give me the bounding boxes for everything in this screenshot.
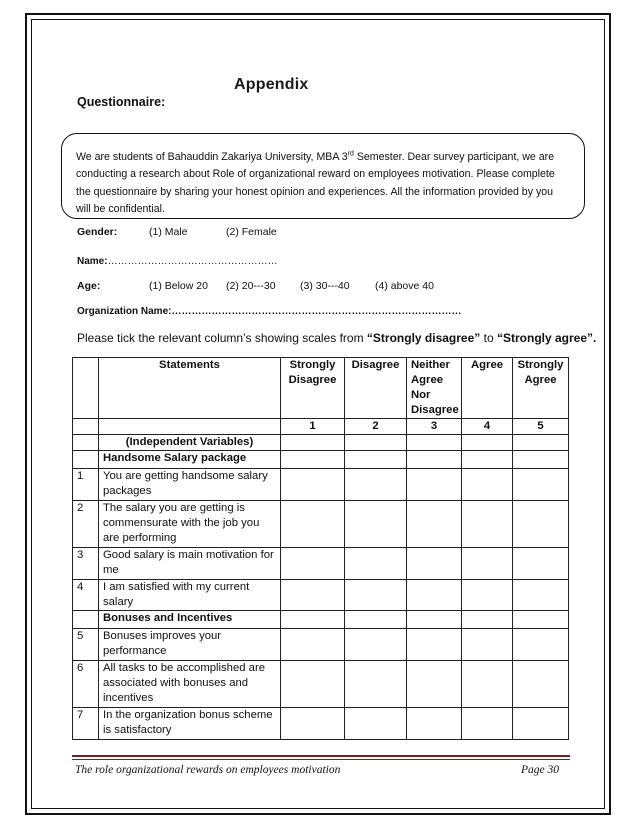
statement-text: The salary you are getting is commensurate with the job you are performing — [99, 501, 281, 548]
table-row — [73, 629, 569, 661]
response-cell-3[interactable] — [407, 548, 462, 580]
response-cell-2[interactable] — [345, 469, 407, 501]
header-c3-line2: Agree — [411, 374, 444, 386]
instruction-strongly-disagree: “Strongly disagree” — [366, 331, 481, 345]
scale-blank-2 — [99, 419, 281, 435]
response-cell-1[interactable] — [281, 548, 345, 580]
scale-3: 3 — [407, 419, 462, 435]
section-bonuses-incentives: Bonuses and Incentives — [99, 611, 281, 629]
scale-2: 2 — [345, 419, 407, 435]
response-cell-5[interactable] — [513, 661, 569, 708]
statement-number: 1 — [73, 469, 99, 501]
response-cell-2[interactable] — [345, 708, 407, 740]
organization-field[interactable] — [77, 306, 461, 317]
age-option-1[interactable]: (1) Below 20 — [149, 280, 208, 292]
response-cell-3[interactable] — [407, 708, 462, 740]
header-neither — [407, 358, 462, 419]
statement-number: 4 — [73, 580, 99, 611]
header-agree: Agree — [462, 358, 513, 419]
footer-rule-thin — [72, 759, 570, 760]
header-c1-line2: Disagree — [288, 374, 337, 386]
page-title: Appendix — [234, 76, 309, 93]
statement-text: In the organization bonus scheme is satisfactory — [99, 708, 281, 740]
response-cell-5[interactable] — [513, 548, 569, 580]
header-strongly-disagree — [281, 358, 345, 419]
statement-text: Bonuses improves your performance — [99, 629, 281, 661]
survey-table — [72, 357, 569, 740]
header-strongly-agree — [513, 358, 569, 419]
age-option-2[interactable]: (2) 20---30 — [226, 280, 276, 292]
response-cell-3[interactable] — [407, 661, 462, 708]
header-c5-line1: Strongly — [517, 359, 564, 371]
intro-text-part2: Semester. Dear survey participant, we are conducting a research about Role of organizational reward on employees motivation. Please complete the questionnaire by sharing your honest opinion and experiences. All the information provided by you will be confidential. — [76, 151, 555, 215]
table-row — [73, 548, 569, 580]
section-row-bonuses — [73, 611, 569, 629]
statement-number: 5 — [73, 629, 99, 661]
statement-text: I am satisfied with my current salary — [99, 580, 281, 611]
gender-label: Gender: — [77, 226, 118, 238]
rows-salary — [73, 469, 569, 611]
rows-bonuses — [73, 629, 569, 740]
response-cell-3[interactable] — [407, 580, 462, 611]
statement-number: 6 — [73, 661, 99, 708]
header-c5-line2: Agree — [524, 374, 557, 386]
response-cell-2[interactable] — [345, 580, 407, 611]
response-cell-4[interactable] — [462, 548, 513, 580]
response-cell-5[interactable] — [513, 708, 569, 740]
statement-number: 3 — [73, 548, 99, 580]
statement-text: You are getting handsome salary packages — [99, 469, 281, 501]
table-row — [73, 708, 569, 740]
questionnaire-heading: Questionnaire: — [77, 95, 166, 109]
response-cell-1[interactable] — [281, 661, 345, 708]
name-label: Name: — [77, 256, 108, 267]
response-cell-4[interactable] — [462, 661, 513, 708]
scale-row — [73, 419, 569, 435]
statement-number: 7 — [73, 708, 99, 740]
response-cell-5[interactable] — [513, 501, 569, 548]
scale-1: 1 — [281, 419, 345, 435]
section-handsome-salary: Handsome Salary package — [99, 451, 281, 469]
name-dots: …………………………………………… — [107, 256, 278, 267]
response-cell-4[interactable] — [462, 501, 513, 548]
table-row — [73, 501, 569, 548]
statement-text: All tasks to be accomplished are associated with bonuses and incentives — [99, 661, 281, 708]
response-cell-5[interactable] — [513, 469, 569, 501]
header-disagree: Disagree — [345, 358, 407, 419]
response-cell-1[interactable] — [281, 629, 345, 661]
scale-4: 4 — [462, 419, 513, 435]
age-label: Age: — [77, 280, 101, 292]
statement-number: 2 — [73, 501, 99, 548]
header-statements: Statements — [99, 358, 281, 419]
table-row — [73, 469, 569, 501]
table-row — [73, 580, 569, 611]
intro-box — [61, 133, 585, 219]
organization-dots: …………………………………………………………………………… — [171, 306, 462, 317]
instruction-strongly-agree: “Strongly agree”. — [496, 331, 597, 345]
instruction-text — [77, 331, 596, 345]
response-cell-5[interactable] — [513, 629, 569, 661]
response-cell-1[interactable] — [281, 501, 345, 548]
instruction-before: Please tick the relevant column’s showing scales from — [77, 331, 367, 345]
response-cell-4[interactable] — [462, 629, 513, 661]
footer-title: The role organizational rewards on employees motivation — [75, 764, 341, 776]
intro-text-part1: We are students of Bahauddin Zakariya University, MBA 3 — [76, 151, 348, 163]
response-cell-1[interactable] — [281, 580, 345, 611]
response-cell-4[interactable] — [462, 580, 513, 611]
header-c3-line3: Nor — [411, 389, 431, 401]
response-cell-2[interactable] — [345, 629, 407, 661]
response-cell-3[interactable] — [407, 469, 462, 501]
scale-blank-1 — [73, 419, 99, 435]
response-cell-1[interactable] — [281, 708, 345, 740]
table-row — [73, 661, 569, 708]
response-cell-4[interactable] — [462, 708, 513, 740]
gender-option-male[interactable]: (1) Male — [149, 226, 188, 238]
response-cell-1[interactable] — [281, 469, 345, 501]
response-cell-2[interactable] — [345, 548, 407, 580]
header-c3-line1: Neither — [411, 359, 450, 371]
response-cell-2[interactable] — [345, 501, 407, 548]
header-row — [73, 358, 569, 419]
response-cell-2[interactable] — [345, 661, 407, 708]
independent-row — [73, 435, 569, 451]
response-cell-4[interactable] — [462, 469, 513, 501]
statement-text: Good salary is main motivation for me — [99, 548, 281, 580]
header-c3-line4: Disagree — [411, 404, 459, 416]
footer-rule — [72, 755, 570, 757]
gender-option-female[interactable]: (2) Female — [226, 226, 277, 238]
organization-label: Organization Name: — [77, 306, 172, 317]
response-cell-3[interactable] — [407, 629, 462, 661]
age-option-3[interactable]: (3) 30---40 — [300, 280, 350, 292]
independent-variables-label: (Independent Variables) — [99, 435, 281, 451]
section-row-salary — [73, 451, 569, 469]
response-cell-5[interactable] — [513, 580, 569, 611]
header-blank — [73, 358, 99, 419]
page-number: Page 30 — [521, 764, 560, 776]
intro-sup: rd — [347, 150, 354, 158]
age-option-4[interactable]: (4) above 40 — [375, 280, 434, 292]
scale-5: 5 — [513, 419, 569, 435]
header-c1-line1: Strongly — [289, 359, 336, 371]
name-field[interactable] — [77, 256, 278, 267]
response-cell-3[interactable] — [407, 501, 462, 548]
instruction-middle: to — [480, 331, 497, 345]
